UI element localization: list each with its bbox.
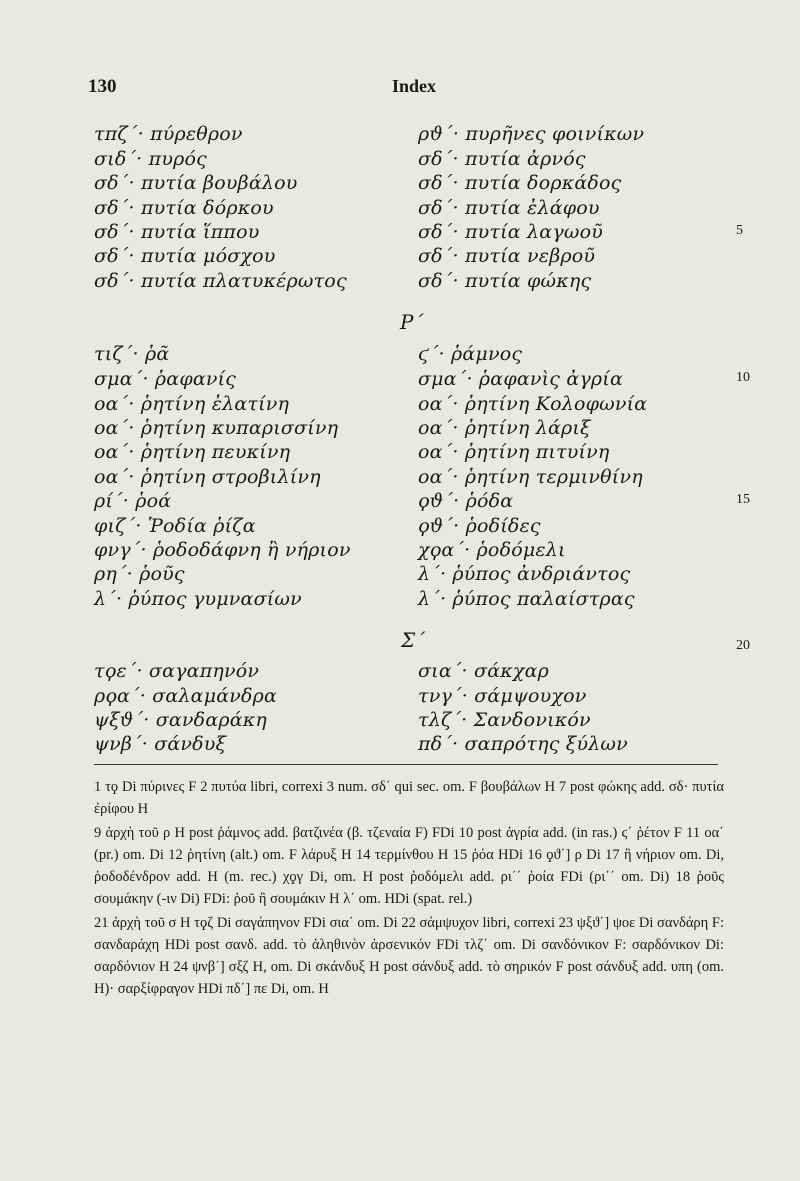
index-entry-left: σδ΄· πυτία βουβάλου <box>94 172 298 194</box>
index-entry-left: ρη΄· ῥοῦς <box>94 563 185 585</box>
index-entry-right: ϙϑ΄· ῥόδα <box>418 490 514 512</box>
index-entry-left: οα΄· ῥητίνη κυπαρισσίνη <box>94 417 339 439</box>
index-entry-right: τνγ΄· σάμψουχον <box>418 685 587 707</box>
index-entry-left: ψνβ΄· σάνδυξ <box>94 733 227 755</box>
index-entry-right: τλζ΄· Σανδονικόν <box>418 709 591 731</box>
line-number: 10 <box>736 370 750 385</box>
index-entry-left: φιζ΄· Ῥοδία ῥίζα <box>94 515 256 537</box>
index-entry-right: ϛ΄· ῥάμνος <box>418 343 523 365</box>
apparatus-paragraph: 1 τϙ Di πύρινες F 2 πυτύα libri, correxi 3 num. σδ΄ qui sec. om. F βουβάλων H 7 post φώκης add. σδ· πυτία ἐρίφου H <box>94 779 724 817</box>
index-entry-right: σδ΄· πυτία λαγωοῦ <box>418 221 603 243</box>
index-entry-right: σδ΄· πυτία δορκάδος <box>418 172 622 194</box>
index-entry-left: ψξϑ΄· σανδαράκη <box>94 709 267 731</box>
index-entry-right: πδ΄· σαπρότης ξύλων <box>418 733 628 755</box>
index-entry-right: σδ΄· πυτία ἐλάφου <box>418 197 600 219</box>
index-entry-right: σια΄· σάκχαρ <box>418 660 550 682</box>
apparatus-paragraph: 21 ἀρχὴ τοῦ σ H τϙζ Di σαγάπηνον FDi σια΄ om. Di 22 σάμψυχον libri, correxi 23 ψξϑ΄] ψοε Di σανδάρη F: σανδαράχη HDi post σανδ. add. τὸ ἀληθινὸν ἀρσενικόν FDi τλζ΄ om. Di σανδόνικον F: σαρδόνικον Di: σαρδόνιον H 24 ψνβ΄] σξζ H, om. Di σκάνδυξ H post σάνδυξ add. τὸ σηρικόν F post σάνδυξ add. υπη (om. H)· σαρξίφραγον HDi πδ΄] πε Di, om. H <box>94 915 724 997</box>
index-entry-left: ρϙα΄· σαλαμάνδρα <box>94 685 278 707</box>
index-entry-right: οα΄· ῥητίνη λάριξ <box>418 417 591 439</box>
index-entry-left: σδ΄· πυτία ἵππου <box>94 221 260 243</box>
line-number: 15 <box>736 492 750 507</box>
index-entry-right: σδ΄· πυτία ἀρνός <box>418 148 586 170</box>
section-letter: Ρ΄ <box>400 310 424 334</box>
running-head: Index <box>392 76 437 96</box>
index-entry-left: οα΄· ῥητίνη ἐλατίνη <box>94 393 290 415</box>
apparatus-paragraph: 9 ἀρχὴ τοῦ ρ H post ῥάμνος add. βατζινέα (β. τζεναία F) FDi 10 post ἀγρία add. (in ras.) ϛ΄ ῥέτον F 11 οα΄ (pr.) om. Di 12 ῥητίνη (alt.) om. F λάρυξ H 14 τερμίνθου H 15 ῥόα HDi 16 ϙϑ΄] ρ Di 17 ἢ νήριον om. Di, ῥοδοδένδρον add. H (m. rec.) χϙγ Di, om. H post ῥοδόμελι add. ρι΄΄ ῥοία FDi (ρι΄΄ om. Di) 18 ῥοῦς σουμάκην (-ιν Di) FDi: ῥοῦ ἢ σουμάκιν H λ΄ om. HDi (spat. rel.) <box>94 825 724 907</box>
index-entry-left: τπζ΄· πύρεθρον <box>94 123 243 145</box>
section-letter: Σ΄ <box>401 628 426 652</box>
index-entry-right: σδ΄· πυτία νεβροῦ <box>418 245 596 267</box>
index-entry-right: ϙϑ΄· ῥοδίδες <box>418 515 541 537</box>
index-entry-left: οα΄· ῥητίνη στροβιλίνη <box>94 466 321 488</box>
index-entry-right: οα΄· ῥητίνη τερμινθίνη <box>418 466 643 488</box>
page-number: 130 <box>88 76 117 97</box>
index-entry-right: οα΄· ῥητίνη πιτυίνη <box>418 441 610 463</box>
index-entry-right: ρϑ΄· πυρῆνες φοινίκων <box>418 123 645 145</box>
index-entry-right: σμα΄· ῥαφανὶς ἀγρία <box>418 368 623 390</box>
line-number: 5 <box>736 223 743 238</box>
index-entry-left: τϙε΄· σαγαπηνόν <box>94 660 260 682</box>
index-entry-right: οα΄· ῥητίνη Κολοφωνία <box>418 393 648 415</box>
index-entry-left: σιδ΄· πυρός <box>94 148 207 170</box>
index-entry-right: σδ΄· πυτία φώκης <box>418 270 592 292</box>
apparatus-rule <box>94 764 718 765</box>
index-entry-right: χϙα΄· ῥοδόμελι <box>418 539 566 561</box>
line-number: 20 <box>736 638 750 653</box>
index-entry-right: λ΄· ῥύπος ἀνδριάντος <box>418 563 631 585</box>
index-entry-left: ρί΄· ῥοά <box>94 490 172 512</box>
index-entry-left: σδ΄· πυτία μόσχου <box>94 245 276 267</box>
index-entry-left: σδ΄· πυτία δόρκου <box>94 197 274 219</box>
index-entry-left: φνγ΄· ῥοδοδάφνη ἢ νήριον <box>94 539 351 561</box>
index-entry-left: λ΄· ῥύπος γυμνασίων <box>94 588 302 610</box>
critical-apparatus <box>94 776 724 1002</box>
index-entry-right: λ΄· ῥύπος παλαίστρας <box>418 588 635 610</box>
index-entry-left: οα΄· ῥητίνη πευκίνη <box>94 441 291 463</box>
index-entry-left: σμα΄· ῥαφανίς <box>94 368 237 390</box>
index-entry-left: σδ΄· πυτία πλατυκέρωτος <box>94 270 347 292</box>
index-entry-left: τιζ΄· ῥᾶ <box>94 343 170 365</box>
